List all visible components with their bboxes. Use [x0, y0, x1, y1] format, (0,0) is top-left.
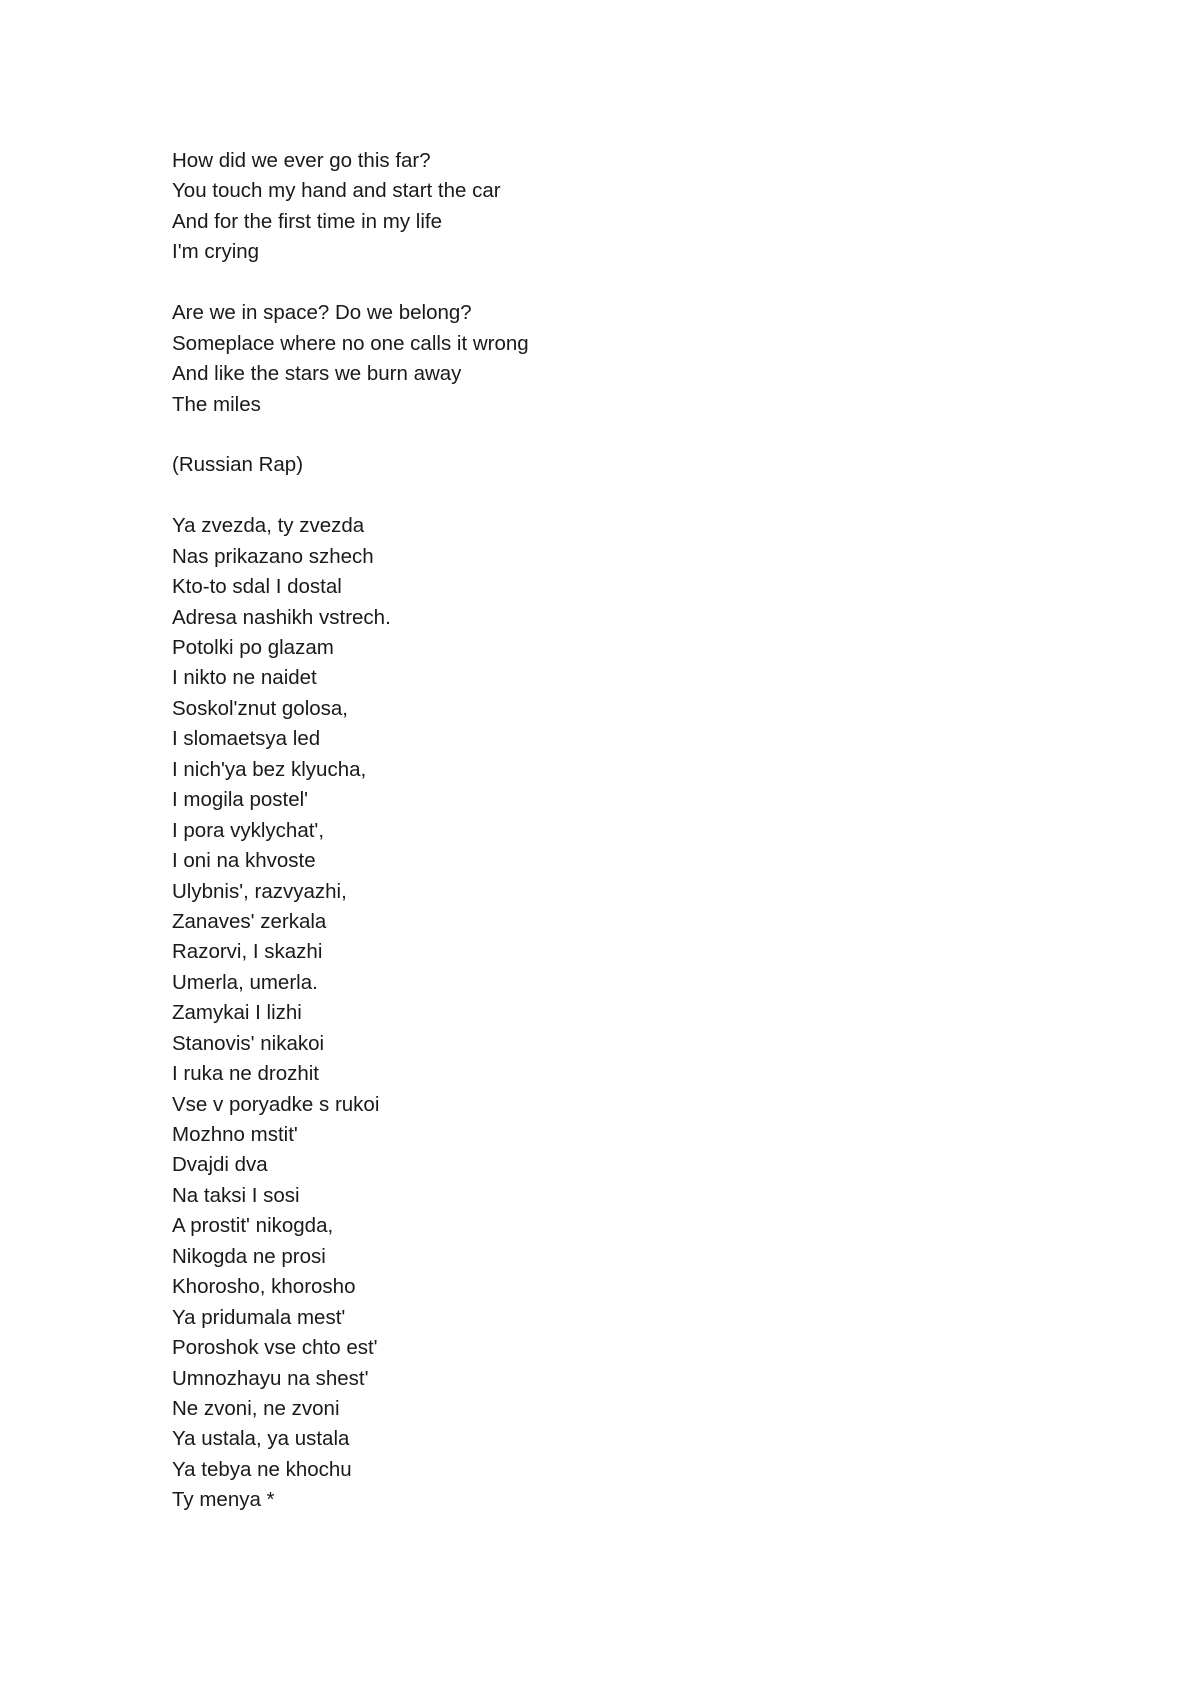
lyric-line: Stanovis' nikakoi [172, 1031, 325, 1055]
lyric-line: Zanaves' zerkala [172, 909, 327, 933]
lyric-line: Umerla, umerla. [172, 970, 318, 994]
lyric-line: Umnozhayu na shest' [172, 1366, 369, 1390]
lyric-line: Adresa nashikh vstrech. [172, 605, 391, 629]
stanza [172, 298, 1072, 420]
lyric-line: Mozhno mstit' [172, 1123, 298, 1146]
lyric-line: Nikogda ne prosi [172, 1244, 326, 1268]
lyric-line: I'm crying [172, 240, 260, 264]
lyric-line: I mogila postel' [172, 788, 309, 812]
section-label: (Russian Rap) [172, 453, 304, 477]
lyric-line: Ya ustala, ya ustala [172, 1427, 350, 1451]
lyric-line: Ty menya * [172, 1488, 275, 1512]
lyric-line: Someplace where no one calls it wrong [172, 331, 529, 355]
lyric-line: Kto-to sdal I dostal [172, 575, 342, 599]
lyric-line: Ulybnis', razvyazhi, [172, 879, 347, 903]
stanza [172, 511, 1072, 1515]
lyric-line: I ruka ne drozhit [172, 1062, 319, 1086]
lyric-line: I slomaetsya led [172, 727, 321, 751]
lyric-line: Dvajdi dva [172, 1153, 268, 1177]
stanza-section-label [172, 450, 1072, 480]
lyric-line: I oni na khvoste [172, 849, 316, 873]
lyric-line: Ya zvezda, ty zvezda [172, 514, 365, 538]
lyric-line: Vse v poryadke s rukoi [172, 1092, 380, 1116]
lyric-line: And like the stars we burn away [172, 362, 462, 386]
lyric-line: Nas prikazano szhech [172, 544, 374, 568]
lyric-line: Soskol'znut golosa, [172, 696, 348, 720]
lyrics-text [172, 146, 1072, 1546]
lyric-line: Razorvi, I skazhi [172, 940, 323, 964]
lyric-line: I nich'ya bez klyucha, [172, 757, 367, 781]
lyric-line: Poroshok vse chto est' [172, 1336, 378, 1360]
lyric-line: Ne zvoni, ne zvoni [172, 1396, 340, 1420]
lyric-line: The miles [172, 392, 261, 416]
lyric-line: I nikto ne naidet [172, 666, 317, 690]
lyric-line: Ya tebya ne khochu [172, 1457, 352, 1481]
lyric-line: Potolki po glazam [172, 636, 334, 659]
lyric-line: Are we in space? Do we belong? [172, 301, 472, 325]
lyric-line: Khorosho, khorosho [172, 1275, 356, 1299]
lyric-line: And for the first time in my life [172, 209, 443, 233]
lyric-line: Zamykai I lizhi [172, 1001, 302, 1025]
lyric-line: Ya pridumala mest' [172, 1305, 346, 1329]
stanza [172, 146, 1072, 268]
lyric-line: You touch my hand and start the car [172, 179, 501, 203]
lyric-line: Na taksi I sosi [172, 1183, 300, 1207]
lyric-line: A prostit' nikogda, [172, 1214, 334, 1238]
lyric-line: How did we ever go this far? [172, 149, 431, 172]
lyric-line: I pora vyklychat', [172, 818, 325, 842]
